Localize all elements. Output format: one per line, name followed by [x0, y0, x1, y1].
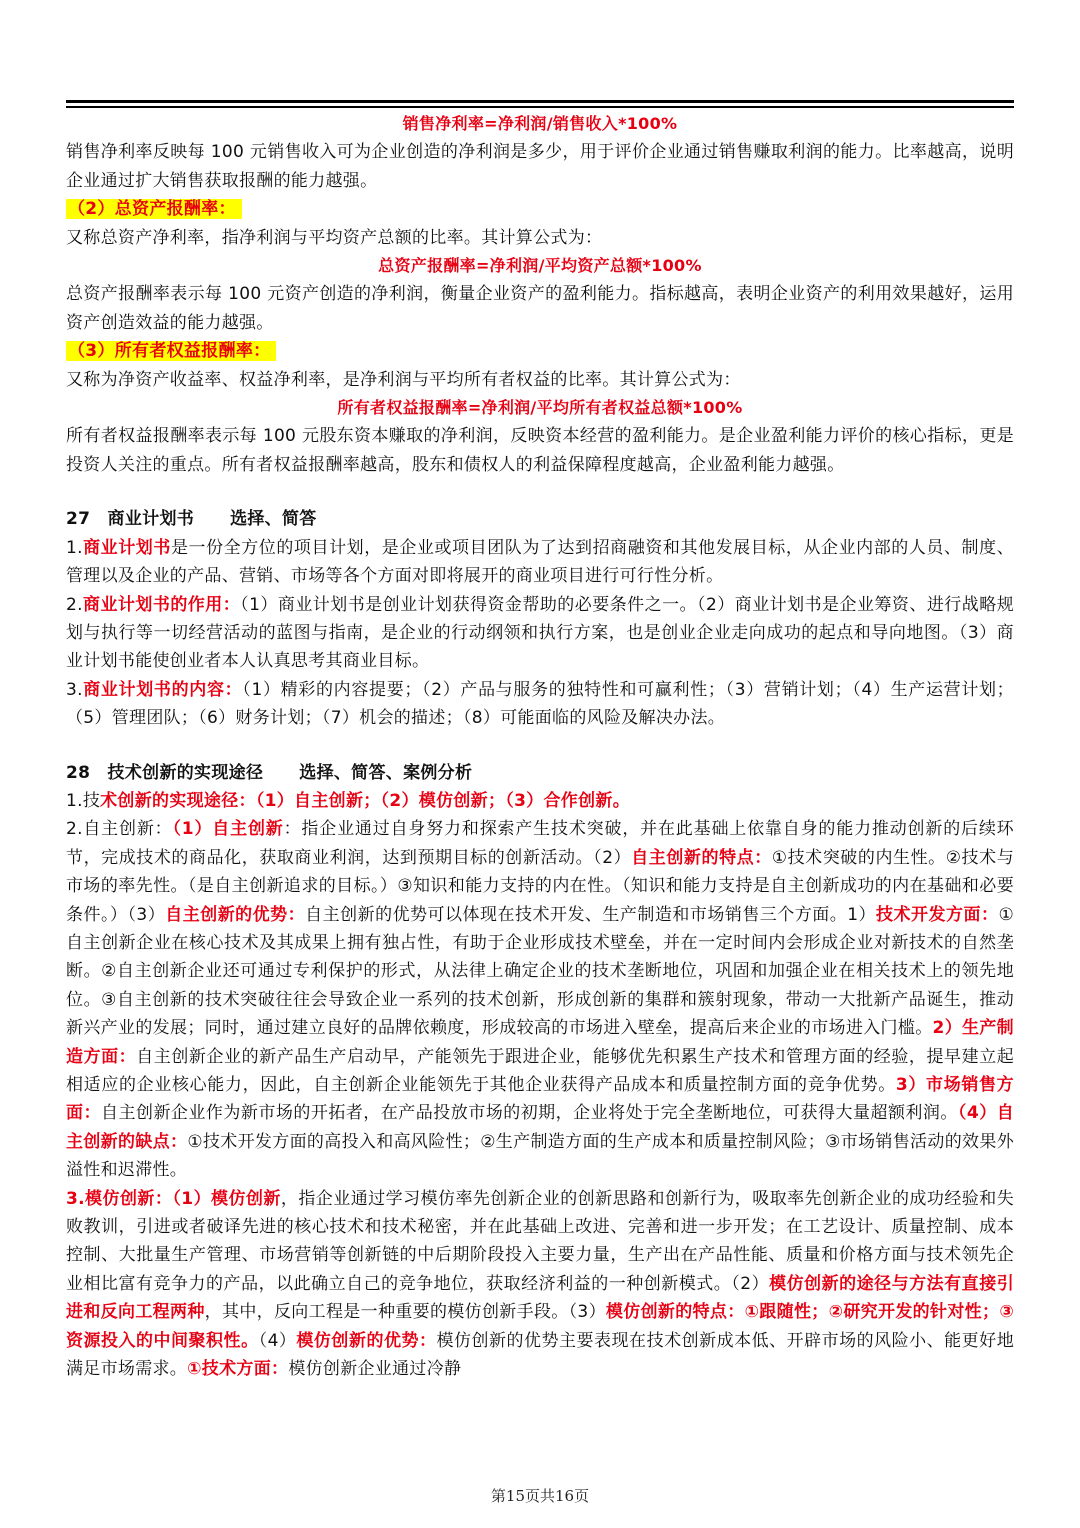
header-rule-thick	[66, 100, 1014, 103]
list-item: 1.商业计划书是一份全方位的项目计划，是企业或项目团队为了达到招商融资和其他发展目标，从企业内部的人员、制度、管理以及企业的产品、营销、市场等各个方面对即将展开的商业项目进行可行性分析。	[66, 537, 1015, 587]
subheading-equity-return: （3）所有者权益报酬率：	[66, 337, 1014, 365]
paragraph: 销售净利率反映每 100 元销售收入可为企业创造的净利润是多少，用于评价企业通过销售赚取利润的能力。比率越高，说明企业通过扩大销售获取报酬的能力越强。	[66, 142, 1014, 191]
page-number-footer: 第15页共16页	[490, 1487, 590, 1505]
subheading-total-asset-return: （2）总资产报酬率：	[66, 195, 1014, 223]
header-rule-thin	[66, 106, 1014, 108]
list-item-independent-innovation: 2.自主创新：（1）自主创新：指企业通过自身努力和探索产生技术突破，并在此基础上依靠自身的能力推动创新的后续环节，完成技术的商品化，获取商业利润，达到预期目标的创新活动。（2）自主创新的特点：①技术突破的内生性。②技术与市场的率先性。（是自主创新追求的目标。）③知识和能力支持的内在性。（知识和能力支持是自主创新成功的内在基础和必要条件。）（3）自主创新的优势：自主创新的优势可以体现在技术开发、生产制造和市场销售三个方面。1）技术开发方面：①自主创新企业在核心技术及其成果上拥有独占性，有助于企业形成技术壁垒，并在一定时间内会形成企业对新技术的自然垄断。②自主创新企业还可通过专利保护的形式，从法律上确定企业的技术垄断地位，巩固和加强企业在相关技术上的领先地位。③自主创新的技术突破往往会导致企业一系列的技术创新，形成创新的集群和簇射现象，带动一大批新产品诞生，推动新兴产业的发展；同时，通过建立良好的品牌依赖度，形成较高的市场进入壁垒，提高后来企业的市场进入门槛。2）生产制造方面：自主创新企业的新产品生产启动早，产能领先于跟进企业，能够优先积累生产技术和管理方面的经验，提早建立起相适应的企业核心能力，因此，自主创新企业能领先于其他企业获得产品成本和质量控制方面的竞争优势。3）市场销售方面：自主创新企业作为新市场的开拓者，在产品投放市场的初期，企业将处于完全垄断地位，可获得大量超额利润。（4）自主创新的缺点：①技术开发方面的高投入和高风险性；②生产制造方面的生产成本和质量控制风险；③市场销售活动的效果外溢性和迟滞性。	[66, 819, 1015, 1181]
section-title-28: 28 技术创新的实现途径 选择、简答、案例分析	[66, 762, 473, 783]
list-item: 3.商业计划书的内容：（1）精彩的内容提要；（2）产品与服务的独特性和可赢利性；（3）营销计划；（4）生产运营计划；（5）管理团队；（6）财务计划；（7）机会的描述；（8）可能面临的风险及解决办法。	[66, 679, 1014, 729]
list-item: 2.商业计划书的作用：（1）商业计划书是创业计划获得资金帮助的必要条件之一。（2）商业计划书是企业筹资、进行战略规划与执行等一切经营活动的蓝图与指南，是企业的行动纲领和执行方案，也是创业企业走向成功的起点和导向地图。（3）商业计划书能使创业者本人认真思考其商业目标。	[66, 594, 1014, 672]
formula-sales-net-margin: 销售净利率=净利润/销售收入*100%	[402, 114, 678, 133]
paragraph: 又称为净资产收益率、权益净利率，是净利润与平均所有者权益的比率。其计算公式为：	[66, 369, 741, 390]
page-content	[66, 110, 1014, 1383]
formula-equity-return: 所有者权益报酬率=净利润/平均所有者权益总额*100%	[337, 398, 743, 418]
paragraph: 总资产报酬率表示每 100 元资产创造的净利润，衡量企业资产的盈利能力。指标越高，表明企业资产的利用效果越好，运用资产创造效益的能力越强。	[66, 284, 1014, 333]
section-title-27: 27 商业计划书 选择、简答	[66, 509, 317, 530]
paragraph: 所有者权益报酬率表示每 100 元股东资本赚取的净利润，反映资本经营的盈利能力。是企业盈利能力评价的核心指标，更是投资人关注的重点。所有者权益报酬率越高，股东和债权人的利益保障程度越高，企业盈利能力越强。	[66, 426, 1014, 475]
list-item: 1.技术创新的实现途径：（1）自主创新；（2）模仿创新；（3）合作创新。	[66, 790, 631, 811]
list-item-imitative-innovation: 3.模仿创新：（1）模仿创新，指企业通过学习模仿率先创新企业的创新思路和创新行为，吸取率先创新企业的成功经验和失败教训，引进或者破译先进的核心技术和技术秘密，并在此基础上改进、完善和进一步开发；在工艺设计、质量控制、成本控制、大批量生产管理、市场营销等创新链的中后期阶段投入主要力量，生产出在产品性能、质量和价格方面与技术领先企业相比富有竞争力的产品，以此确立自己的竞争地位，获取经济利益的一种创新模式。（2）模仿创新的途径与方法有直接引进和反向工程两种，其中，反向工程是一种重要的模仿创新手段。（3）模仿创新的特点：①跟随性；②研究开发的针对性；③资源投入的中间聚积性。（4）模仿创新的优势：模仿创新的优势主要表现在技术创新成本低、开辟市场的风险小、能更好地满足市场需求。①技术方面：模仿创新企业通过冷静	[66, 1188, 1015, 1380]
paragraph: 又称总资产净利率，指净利润与平均资产总额的比率。其计算公式为：	[66, 227, 603, 248]
formula-total-asset-return: 总资产报酬率=净利润/平均资产总额*100%	[378, 256, 702, 276]
